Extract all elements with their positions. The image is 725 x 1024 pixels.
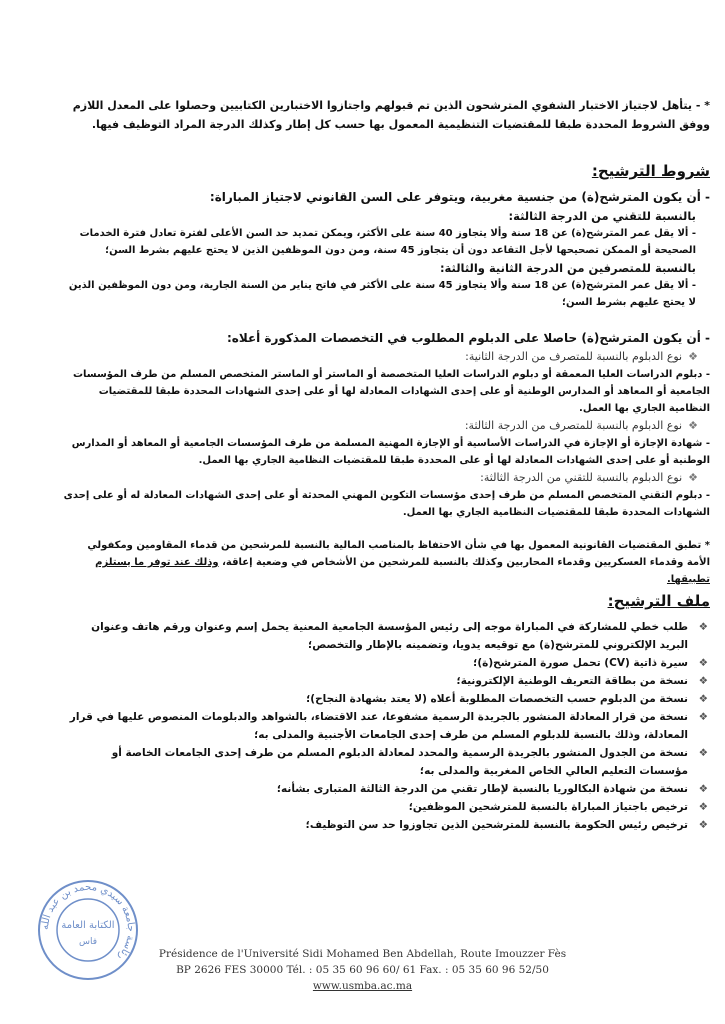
diamond-bullet-icon: ❖ — [698, 621, 708, 633]
list-item: ❖ ترخيص باجتياز المباراة بالنسبة للمترشحين الموظفين؛ — [62, 798, 710, 816]
diploma-type-label: نوع الدبلوم بالنسبة للمتصرف من الدرجة الثانية: — [465, 350, 683, 363]
stamp-inner-text: الكتابة العامة — [61, 920, 115, 931]
admin-heading: بالنسبة للمتصرفين من الدرجة الثانية والثالثة: — [439, 261, 696, 275]
diamond-bullet-icon: ❖ — [688, 471, 698, 484]
diamond-bullet-icon: ❖ — [698, 801, 708, 813]
diamond-bullet-icon: ❖ — [698, 711, 708, 723]
grade3-heading: بالنسبة للتقني من الدرجة الثالثة: — [508, 209, 696, 223]
diamond-bullet-icon: ❖ — [698, 783, 708, 795]
document-body — [62, 96, 710, 834]
list-item: ❖ نسخة من بطاقة التعريف الوطنية الإلكترونية؛ — [62, 672, 710, 690]
diamond-bullet-icon: ❖ — [688, 419, 698, 432]
diploma-type-3 — [62, 469, 710, 521]
list-item: ❖ نسخة من شهادة البكالوريا بالنسبة لإطار تقني من الدرجة الثالثة المتبارى بشأنه؛ — [62, 780, 710, 798]
diploma-type-text: - دبلوم الدراسات العليا المعمقة أو دبلوم الدراسات العليا المتخصصة أو الماستر أو الماستر المتخصص المسلم من طرف المؤسسات الجامعية أو المعاهد أو المدارس الوطنية أو على إحدى الشهادات المعادلة لها أو على إحدى الشهادات المحددة طبقا للمقتضيات النظامية الجاري بها العمل. — [72, 369, 710, 414]
legal-note-underlined: وذلك عند توفر ما يستلزم تطبيقها. — [95, 557, 710, 585]
file-title: ملف الترشيح: — [607, 592, 710, 610]
list-item: ❖ نسخة من قرار المعادلة المنشور بالجريدة الرسمية مشفوعا، عند الاقتضاء، بالشواهد والدبلومات المنصوص عليها في قرار المعادلة، وذلك بالنسبة للدبلوم المسلم من طرف إحدى الجامعات الأجنبية والمدلى به؛ — [62, 708, 710, 744]
conditions-title: شروط الترشيح: — [591, 162, 710, 180]
list-item: ❖ نسخة من الجدول المنشور بالجريدة الرسمية والمحدد لمعادلة الدبلوم المسلم من طرف إحدى الجامعات الخاصة أو مؤسسات التعليم العالي الخاص المغربية والمدلى به؛ — [62, 744, 710, 780]
grade3-text: - ألا يقل عمر المترشح(ة) عن 18 سنة وألا يتجاوز 40 سنة على الأكثر، ويمكن تمديد حد السن الأعلى لفترة تعادل فترة الخدمات الصحيحة أو الممكن تصحيحها لأجل التقاعد دون أن يتجاوز 45 سنة، ومن دون الموظفين الذين لا يحتج عليهم بشرط السن؛ — [79, 228, 696, 256]
diamond-bullet-icon: ❖ — [698, 693, 708, 705]
diploma-type-label: نوع الدبلوم بالنسبة للمتصرف من الدرجة الثالثة: — [464, 419, 683, 432]
admin-text: - ألا يقل عمر المترشح(ة) عن 18 سنة وألا يتجاوز 45 سنة على الأكثر في فاتح يناير من السنة الجارية، ومن دون الموظفين الذين لا يحتج عليهم بشرط السن؛ — [68, 280, 696, 308]
stamp-city: فاس — [78, 937, 98, 947]
list-item: ❖ نسخة من الدبلوم حسب التخصصات المطلوبة أعلاه (لا يعتد بشهادة النجاح)؛ — [62, 690, 710, 708]
list-item: ❖ ترخيص رئيس الحكومة بالنسبة للمترشحين الذين تجاوزوا حد سن التوظيف؛ — [62, 816, 710, 834]
list-item: ❖ سيرة ذاتية (CV) تحمل صورة المترشح(ة)؛ — [62, 654, 710, 672]
intro-paragraph: * - يتأهل لاجتياز الاختبار الشفوي المترشحون الذين تم قبولهم واجتازوا الاختبارين الكتابيين وحصلوا على المعدل اللازم ووفق الشروط المحددة طبقا للمقتضيات التنظيمية المعمول بها حسب كل إطار وكذلك الدرجة المراد التوظيف فيها. — [72, 99, 710, 131]
footer-contact: BP 2626 FES 30000 Tél. : 05 35 60 96 60/ 61 Fax. : 05 35 60 96 52/50 — [176, 964, 549, 976]
diamond-bullet-icon: ❖ — [688, 350, 698, 363]
legal-note — [62, 537, 710, 588]
diamond-bullet-icon: ❖ — [698, 747, 708, 759]
page-footer — [0, 946, 725, 994]
diamond-bullet-icon: ❖ — [698, 819, 708, 831]
legal-note-text: * تطبق المقتضيات القانونية المعمول بها في شأن الاحتفاظ بالمناصب المالية بالنسبة للمرشحين من قدماء المقاومين ومكفولي الأمة وقدماء العسكريين وقدماء المحاربين وكذلك بالنسبة للمرشحين من الأشخاص في وضعية إعاقة، — [87, 540, 710, 568]
diploma-type-text: - دبلوم التقني المتخصص المسلم من طرف إحدى مؤسسات التكوين المهني المحدثة أو على إحدى الشهادات المعادلة له أو على إحدى الشهادات المحددة طبقا للمقتضيات النظامية الجاري بها العمل. — [63, 490, 710, 518]
file-items-list — [62, 618, 710, 834]
diamond-bullet-icon: ❖ — [698, 657, 708, 669]
footer-website-link[interactable]: www.usmba.ac.ma — [312, 980, 413, 992]
diploma-type-2 — [62, 417, 710, 469]
diploma-intro: - أن يكون المترشح(ة) حاصلا على الدبلوم المطلوب في التخصصات المذكورة أعلاه: — [226, 331, 710, 345]
diploma-type-label: نوع الدبلوم بالنسبة للتقني من الدرجة الثالثة: — [480, 471, 683, 484]
list-item: ❖ طلب خطي للمشاركة في المباراة موجه إلى رئيس المؤسسة الجامعية المعنية يحمل إسم وعنوان ورقم هاتف وعنوان البريد الإلكتروني للمترشح(ة) مع توقيعه يدويا، وتضمينه بالإطار والتخصص؛ — [62, 618, 710, 654]
footer-address: Présidence de l'Université Sidi Mohamed Ben Abdellah, Route Imouzzer Fès — [158, 948, 567, 960]
stamp-outer-text: رئاسة جامعة سيدي محمد بن عبد الله — [39, 881, 137, 962]
diploma-type-1 — [62, 348, 710, 417]
diploma-type-text: - شهادة الإجازة أو الإجازة في الدراسات الأساسية أو الإجازة المهنية المسلمة من طرف المؤسسات الجامعية أو المعاهد أو المدارس الوطنية أو على إحدى الشهادات المعادلة لها أو على المحددة طبقا للمقتضيات النظامية الجاري بها العمل. — [71, 438, 710, 466]
diamond-bullet-icon: ❖ — [698, 675, 708, 687]
nationality-condition: - أن يكون المترشح(ة) من جنسية مغربية، ويتوفر على السن القانوني لاجتياز المباراة: — [209, 190, 710, 204]
